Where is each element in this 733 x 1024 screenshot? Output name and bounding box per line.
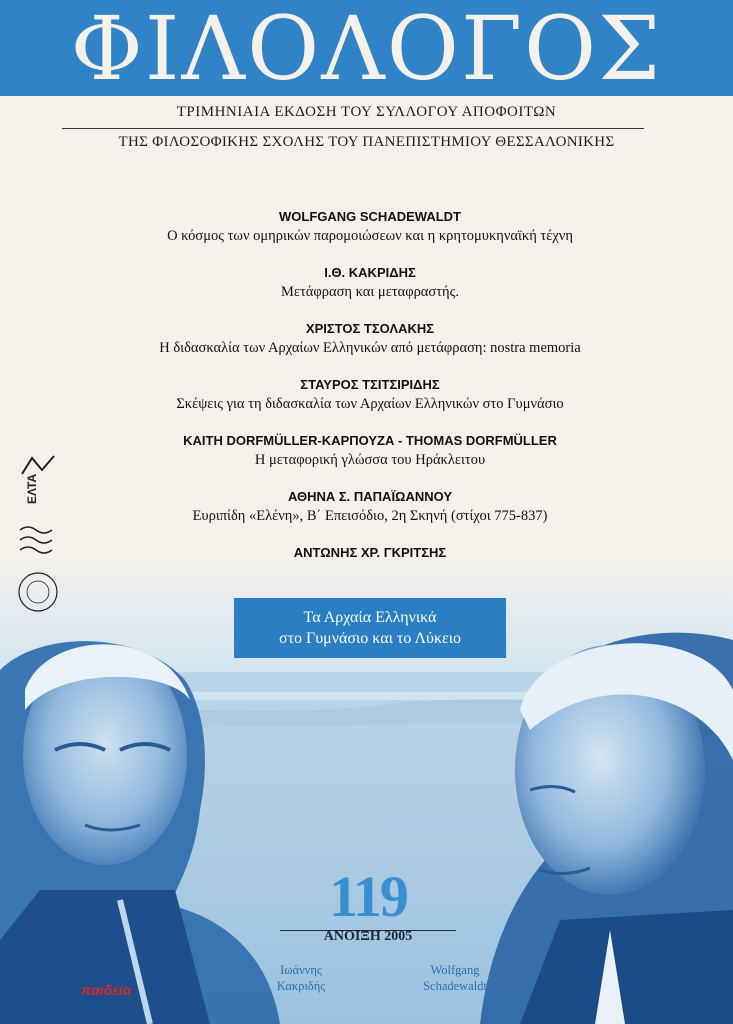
magazine-title: ΦΙΛΟΛΟΓΟΣ [70,0,663,100]
contents-entry [60,432,680,488]
article-title: Μετάφραση και μεταφραστής. [280,284,459,300]
caption-right-line-2: Schadewaldt [423,979,487,993]
article-author: ΑΝΤΩΝΗΣ ΧΡ. ΓΚΡΙΤΣΗΣ [293,545,447,560]
article-author: KAITH DORFMÜLLER-ΚΑΡΠΟΥΖΑ - THOMAS DORFMÜLLER [183,433,557,448]
issue-number: 119 [329,864,407,929]
caption-left-line-1: Ιωάννης [280,963,322,977]
article-title: Η διδασκαλία των Αρχαίων Ελληνικών από μετάφραση: nostra memoria [159,340,581,356]
publisher-imprint: παιδεία [81,982,132,998]
article-title: Σκέψεις για τη διδασκαλία των Αρχαίων Ελληνικών στο Γυμνάσιο [176,396,564,412]
article-author: ΑΘΗΝΑ Σ. ΠΑΠΑΪΩΑΝΝΟΥ [287,489,453,504]
subtitle-line-2: ΤΗΣ ΦΙΛΟΣΟΦΙΚΗΣ ΣΧΟΛΗΣ ΤΟΥ ΠΑΝΕΠΙΣΤΗΜΙΟΥ ΘΕΣΣΑΛΟΝΙΚΗΣ [118,134,615,150]
postage-stamp-icon [14,452,62,632]
contents-entry [60,208,680,264]
contents-entry [60,320,680,376]
article-title: Ευριπίδη «Ελένη», Β΄ Επεισόδιο, 2η Σκηνή (στίχοι 775-837) [192,508,548,524]
article-title: Ο κόσμος των ομηρικών παρομοιώσεων και η κρητομυκηναϊκή τέχνη [167,228,573,244]
issue-season: ΑΝΟΙΞΗ 2005 [323,929,413,944]
svg-text:ΕΛΤΑ: ΕΛΤΑ [25,473,39,504]
feature-line-1: Τα Αρχαία Ελληνικά [303,609,437,626]
feature-banner [234,598,506,658]
contents-entry [60,264,680,320]
article-title: Η μεταφορική γλώσσα του Ηράκλειτου [254,452,486,468]
publisher-name: ΜΑΛΛΙΑΡΗΣ [12,986,77,998]
masthead [0,0,733,100]
contents-entry [60,376,680,432]
subtitle-divider [62,128,644,129]
caption-right-line-1: Wolfgang [430,963,480,977]
feature-line-2: στο Γυμνάσιο και το Λύκειο [278,630,462,647]
article-author: ΣΤΑΥΡΟΣ ΤΣΙΤΣΙΡΙΔΗΣ [300,377,440,392]
article-author: Ι.Θ. ΚΑΚΡΙΔΗΣ [324,265,416,280]
contents-list [60,208,680,600]
caption-left [246,962,356,994]
caption-right [400,962,510,994]
article-author: WOLFGANG SCHADEWALDT [279,209,461,224]
article-author: ΧΡΙΣΤΟΣ ΤΣΟΛΑΚΗΣ [305,321,435,336]
subtitle-line-1: ΤΡΙΜΗΝΙΑΙΑ ΕΚΔΟΣΗ ΤΟΥ ΣΥΛΛΟΓΟΥ ΑΠΟΦΟΙΤΩΝ [176,104,557,120]
contents-entry [60,488,680,544]
caption-left-line-2: Κακριδής [276,979,326,993]
publisher-logo [12,982,131,1000]
